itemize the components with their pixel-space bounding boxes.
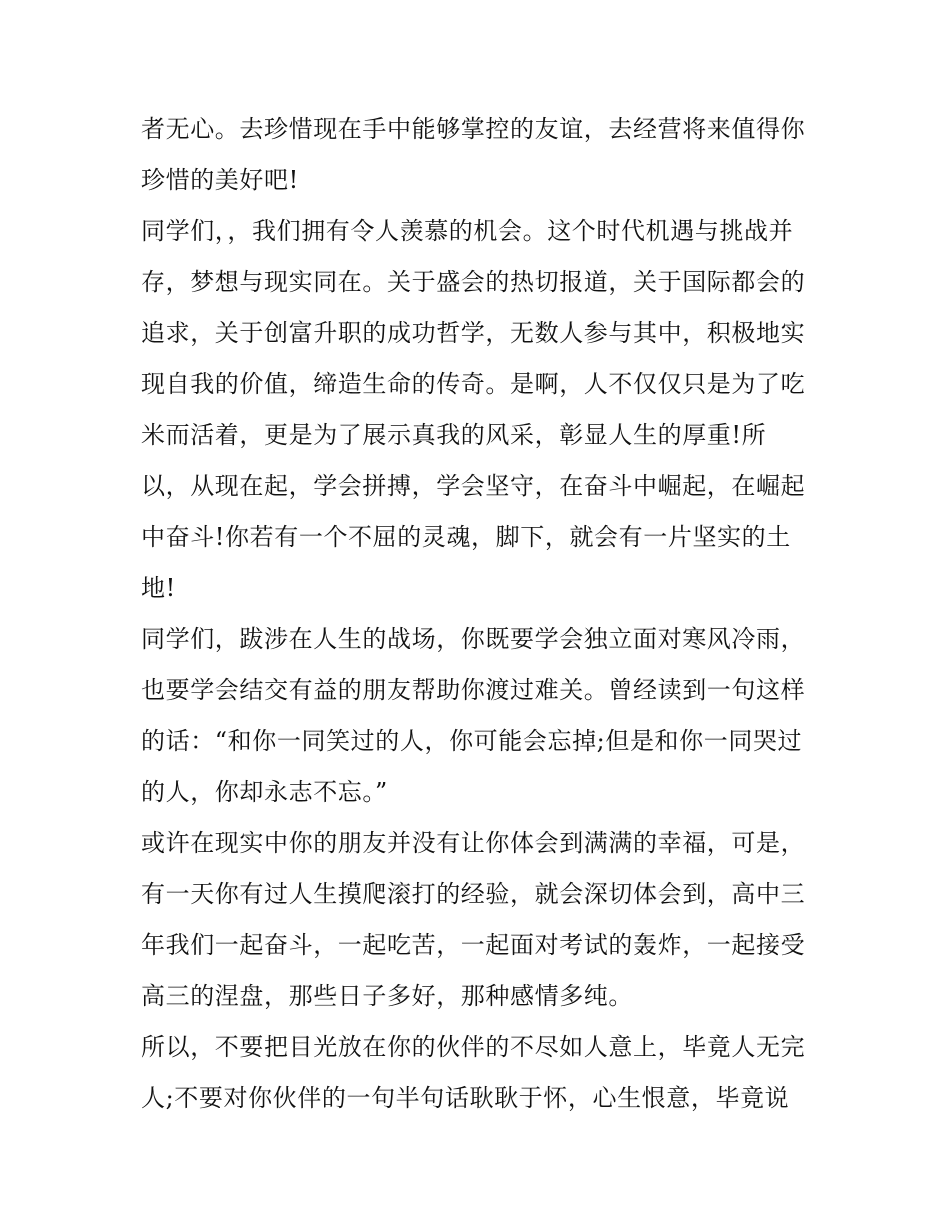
- text-line: 珍惜的美好吧!: [141, 166, 299, 194]
- text-line: 以，从现在起，学会拼搏，学会坚守，在奋斗中崛起，在崛起: [141, 472, 806, 500]
- text-line: 或许在现实中你的朋友并没有让你体会到满满的幸福，可是，: [141, 829, 806, 857]
- text-line: 同学们，跋涉在人生的战场，你既要学会独立面对寒风冷雨，: [141, 625, 806, 653]
- text-line: 同学们，，我们拥有令人羡慕的机会。这个时代机遇与挑战并: [141, 217, 794, 245]
- text-line: 追求，关于创富升职的成功哲学，无数人参与其中，积极地实: [141, 319, 806, 347]
- body-text: [141, 104, 821, 1124]
- text-line: 米而活着，更是为了展示真我的风采，彰显人生的厚重!所: [141, 421, 767, 449]
- text-line: 年我们一起奋斗，一起吃苦，一起面对考试的轰炸，一起接受: [141, 931, 806, 959]
- text-line: 中奋斗!你若有一个不屈的灵魂，脚下，就会有一片坚实的土: [141, 523, 791, 551]
- text-line: 也要学会结交有益的朋友帮助你渡过难关。曾经读到一句这样: [141, 676, 806, 704]
- text-line: 地!: [141, 574, 176, 602]
- text-line: 高三的涅盘，那些日子多好，那种感情多纯。: [141, 982, 633, 1010]
- text-line: 所以，不要把目光放在你的伙伴的不尽如人意上，毕竟人无完: [141, 1033, 806, 1061]
- text-line: 的人，你却永志不忘。”: [141, 778, 388, 806]
- text-line: 者无心。去珍惜现在手中能够掌控的友谊，去经营将来值得你: [141, 115, 806, 143]
- text-line: 有一天你有过人生摸爬滚打的经验，就会深切体会到，高中三: [141, 880, 806, 908]
- text-line: 存，梦想与现实同在。关于盛会的热切报道，关于国际都会的: [141, 268, 806, 296]
- text-line: 人;不要对你伙伴的一句半句话耿耿于怀，心生恨意，毕竟说: [141, 1084, 790, 1112]
- text-line: 的话：“和你一同笑过的人，你可能会忘掉;但是和你一同哭过: [141, 727, 803, 755]
- text-line: 现自我的价值，缔造生命的传奇。是啊，人不仅仅只是为了吃: [141, 370, 806, 398]
